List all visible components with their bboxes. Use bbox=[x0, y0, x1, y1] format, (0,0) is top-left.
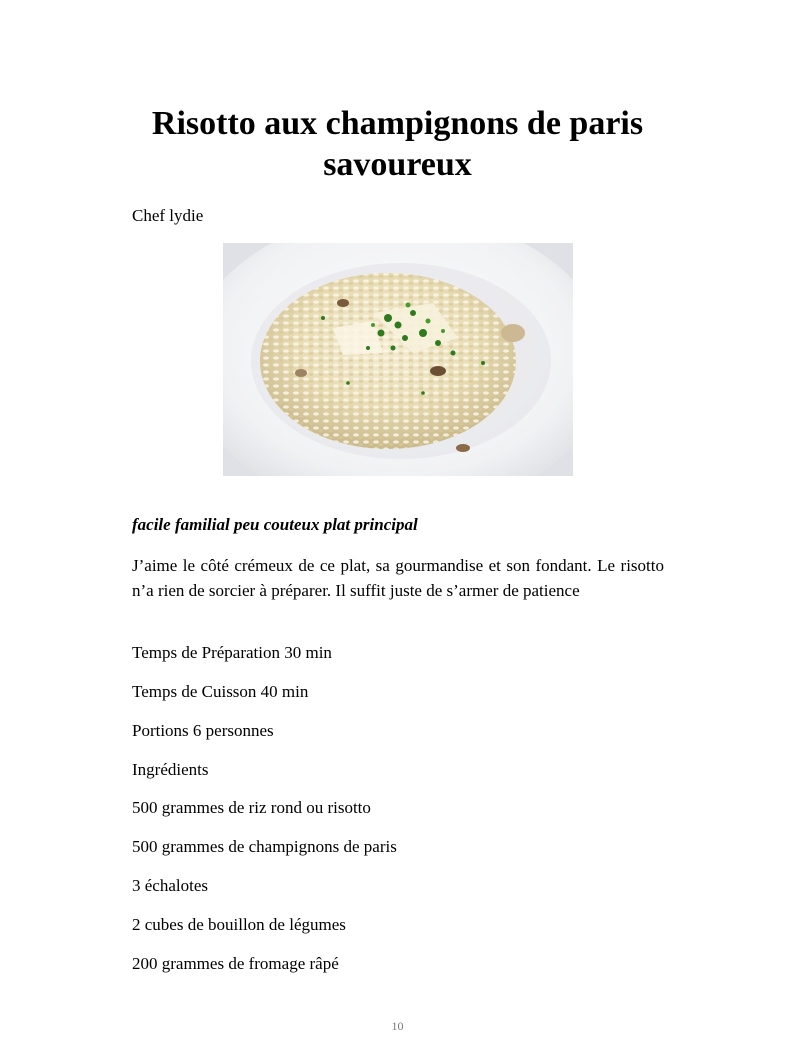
recipe-title bbox=[0, 103, 795, 185]
ingredient-item: 500 grammes de riz rond ou risotto bbox=[132, 798, 371, 817]
servings: Portions 6 personnes bbox=[132, 721, 274, 740]
risotto-dish-illustration bbox=[223, 243, 573, 476]
ingredient-item: 2 cubes de bouillon de légumes bbox=[132, 915, 346, 934]
prep-time: Temps de Préparation 30 min bbox=[132, 643, 332, 662]
recipe-intro: J’aime le côté crémeux de ce plat, sa gourmandise et son fondant. Le risotto n’a rien de sorcier à préparer. Il suffit juste de s’armer de patience bbox=[132, 556, 664, 600]
ingredient-item: 500 grammes de champignons de paris bbox=[132, 837, 397, 856]
cook-time: Temps de Cuisson 40 min bbox=[132, 682, 309, 701]
risotto-photo bbox=[223, 243, 573, 476]
ingredients-heading: Ingrédients bbox=[132, 760, 209, 779]
page-number: 10 bbox=[391, 1019, 404, 1033]
ingredient-item: 3 échalotes bbox=[132, 876, 208, 895]
recipe-title-line-1: Risotto aux champignons de paris bbox=[151, 105, 644, 142]
recipe-author: Chef lydie bbox=[132, 206, 204, 225]
recipe-title-line-2: savoureux bbox=[323, 146, 472, 183]
ingredient-item: 200 grammes de fromage râpé bbox=[132, 954, 339, 973]
recipe-tags: facile familial peu couteux plat principal bbox=[132, 515, 418, 534]
